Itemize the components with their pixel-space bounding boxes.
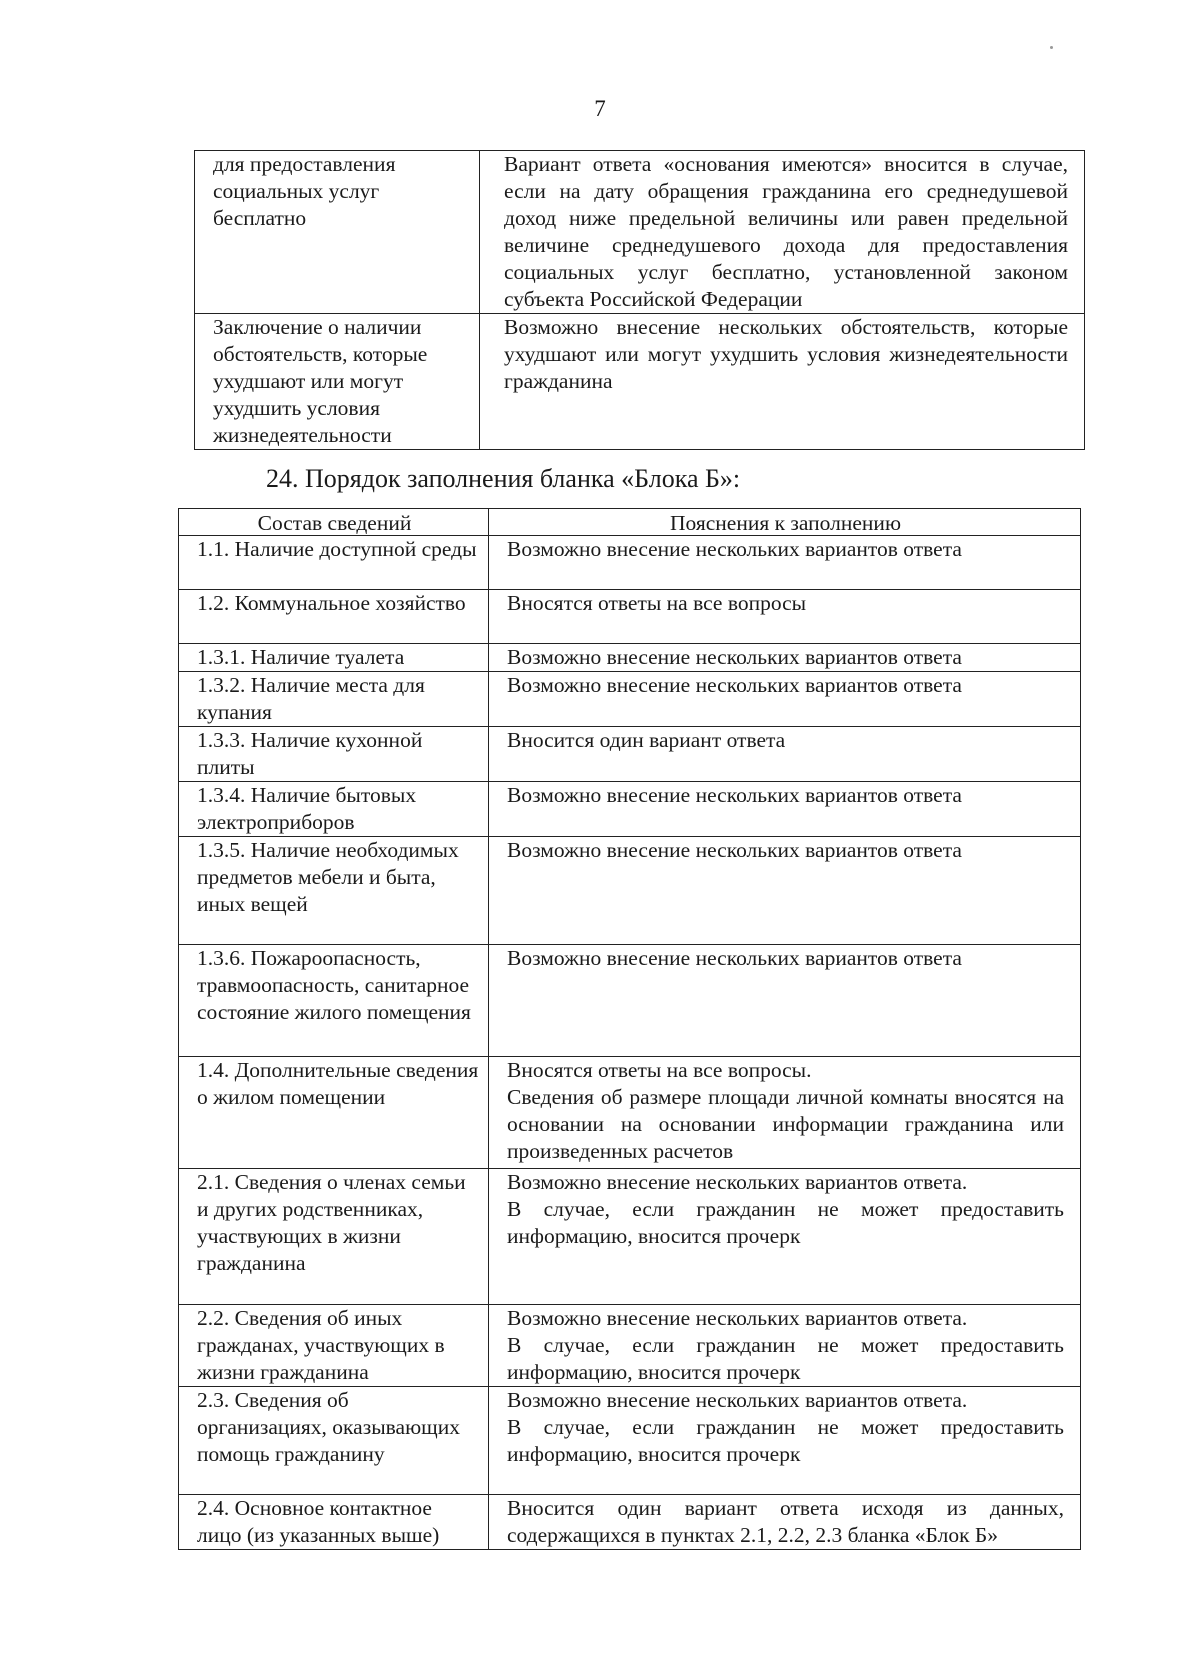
item-cell: 2.4. Основное контактное лицо (из указанных выше) (179, 1495, 489, 1550)
item-cell: 1.3.6. Пожароопасность, травмоопасность, санитарное состояние жилого помещения (179, 945, 489, 1057)
explanation-text: Сведения об размере площади личной комнаты вносятся на основании на основании информации гражданина или произведенных расчетов (507, 1085, 1064, 1163)
explanation-text: Возможно внесение нескольких вариантов ответа. (507, 1388, 968, 1412)
header-row (179, 509, 1081, 536)
column-header-composition: Состав сведений (179, 509, 489, 536)
explanation-cell (489, 536, 1081, 590)
explanation-cell (489, 1057, 1081, 1169)
table-row (179, 536, 1081, 590)
explanation-text: Возможно внесение нескольких вариантов ответа. (507, 1306, 968, 1330)
item-cell: 1.3.3. Наличие кухонной плиты (179, 727, 489, 782)
page-number: 7 (594, 96, 606, 121)
table-row (179, 782, 1081, 837)
table-row (179, 1305, 1081, 1387)
explanation-cell (489, 1169, 1081, 1305)
table-row (179, 644, 1081, 672)
table-row (179, 1169, 1081, 1305)
explanation-cell (489, 1495, 1081, 1550)
explanation-text: Возможно внесение нескольких вариантов ответа (507, 838, 962, 862)
explanation-text: В случае, если гражданин не может предоставить информацию, вносится прочерк (507, 1415, 1064, 1466)
explanation-text: Вносятся ответы на все вопросы. (507, 1058, 812, 1082)
explanation-text: Возможно внесение нескольких вариантов ответа (507, 783, 962, 807)
table-row (179, 1057, 1081, 1169)
explanation-cell: Вариант ответа «основания имеются» вносится в случае, если на дату обращения гражданина его среднедушевой доход ниже предельной величины или равен предельной величине среднедушевого дохода для предоставления социальных услуг бесплатно, установленной законом субъекта Российской Федерации (480, 151, 1085, 314)
table-row (179, 1495, 1081, 1550)
item-cell: 1.3.1. Наличие туалета (179, 644, 489, 672)
table-row (179, 727, 1081, 782)
explanation-text: В случае, если гражданин не может предоставить информацию, вносится прочерк (507, 1333, 1064, 1384)
item-cell: 1.3.2. Наличие места для купания (179, 672, 489, 727)
item-cell: 1.2. Коммунальное хозяйство (179, 590, 489, 644)
explanation-cell (489, 590, 1081, 644)
table-row (195, 314, 1085, 450)
explanation-cell: Возможно внесение нескольких обстоятельств, которые ухудшают или могут ухудшить условия жизнедеятельности гражданина (480, 314, 1085, 450)
explanation-text: Возможно внесение нескольких вариантов ответа (507, 946, 962, 970)
table-row (179, 837, 1081, 945)
table-row (195, 151, 1085, 314)
table-row (179, 590, 1081, 644)
explanation-text: Вносится один вариант ответа исходя из данных, содержащихся в пунктах 2.1, 2.2, 2.3 бланка «Блок Б» (507, 1496, 1064, 1547)
scan-speck (1050, 46, 1053, 49)
item-cell: 2.3. Сведения об организациях, оказывающих помощь гражданину (179, 1387, 489, 1495)
explanation-cell (489, 945, 1081, 1057)
explanation-cell (489, 782, 1081, 837)
criterion-cell: для предоставления социальных услуг бесплатно (195, 151, 480, 314)
item-cell: 1.1. Наличие доступной среды (179, 536, 489, 590)
explanation-cell (489, 1305, 1081, 1387)
explanation-cell (489, 837, 1081, 945)
item-cell: 1.3.4. Наличие бытовых электроприборов (179, 782, 489, 837)
explanation-text: Вносятся ответы на все вопросы (507, 591, 807, 615)
block-b-table (178, 508, 1081, 1550)
explanation-cell (489, 672, 1081, 727)
explanation-cell (489, 644, 1081, 672)
table-row (179, 672, 1081, 727)
explanation-cell (489, 727, 1081, 782)
item-cell: 2.1. Сведения о членах семьи и других родственниках, участвующих в жизни гражданина (179, 1169, 489, 1305)
explanation-cell (489, 1387, 1081, 1495)
explanation-text: Возможно внесение нескольких вариантов ответа (507, 537, 962, 561)
explanation-text: Возможно внесение нескольких вариантов ответа (507, 673, 962, 697)
criterion-cell: Заключение о наличии обстоятельств, которые ухудшают или могут ухудшить условия жизнедеятельности (195, 314, 480, 450)
table-row (179, 945, 1081, 1057)
item-cell: 1.3.5. Наличие необходимых предметов мебели и быта, иных вещей (179, 837, 489, 945)
item-cell: 2.2. Сведения об иных гражданах, участвующих в жизни гражданина (179, 1305, 489, 1387)
explanation-text: Возможно внесение нескольких вариантов ответа (507, 645, 962, 669)
section-heading: 24. Порядок заполнения бланка «Блока Б»: (266, 464, 741, 493)
table-row (179, 1387, 1081, 1495)
explanation-text: Вносится один вариант ответа (507, 728, 786, 752)
explanation-text: В случае, если гражданин не может предоставить информацию, вносится прочерк (507, 1197, 1064, 1248)
item-cell: 1.4. Дополнительные сведения о жилом помещении (179, 1057, 489, 1169)
column-header-explanations: Пояснения к заполнению (489, 509, 1081, 536)
explanation-text: Возможно внесение нескольких вариантов ответа. (507, 1170, 968, 1194)
continued-table (194, 150, 1085, 450)
